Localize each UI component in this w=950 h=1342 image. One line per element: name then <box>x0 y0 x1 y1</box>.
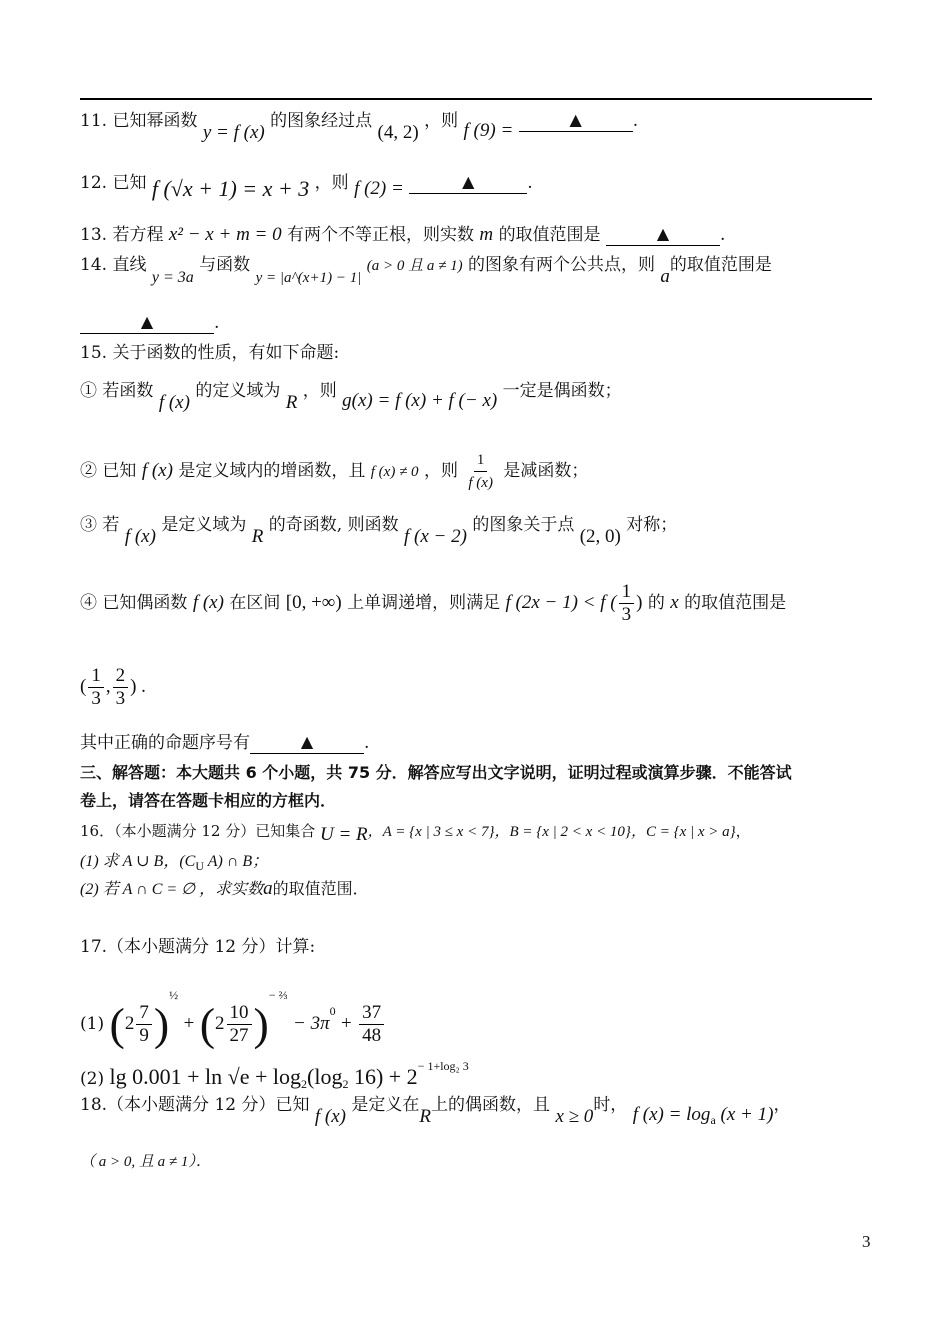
p1-d: R <box>285 392 298 413</box>
q17-part2-tail: 16) + 2 <box>348 1064 418 1089</box>
plus-1: + <box>183 1013 195 1034</box>
q18-f: f (x) <box>314 1106 347 1127</box>
p2-num: 1 <box>474 449 488 472</box>
close-paren-icon: ) <box>253 998 269 1050</box>
answer-blank-11[interactable] <box>519 111 633 132</box>
p2-e: ，则 <box>423 461 458 481</box>
q17-part2-label: (2) <box>80 1069 105 1089</box>
question-17 <box>80 936 315 958</box>
q17-part2-exp: − 1+log₂ 3 <box>417 1059 469 1073</box>
p3-c: 是定义域为 <box>161 515 247 535</box>
range-d1: 3 <box>91 688 101 709</box>
p1-a: ① 若函数 <box>80 381 154 401</box>
open-paren-icon: ( <box>199 998 216 1050</box>
range-comma: , <box>105 676 111 697</box>
p4-e: 上单调递增，则满足 <box>347 593 501 613</box>
question-17-part1 <box>80 966 386 1050</box>
q17-part2-sub2: 2 <box>342 1077 349 1091</box>
q17-part2-mid: (log <box>307 1064 343 1089</box>
p3-b: f (x) <box>124 526 156 547</box>
minus-pi: − 3π <box>293 1013 330 1034</box>
q14-mid: 与函数 <box>199 255 251 275</box>
q11-then: ，则 <box>424 111 459 131</box>
q11-target: f (9) = <box>463 120 514 141</box>
q16-part2: (2) 若 A ∩ C = ∅ ，求实数 <box>80 881 264 898</box>
q18-def: f (x) = log <box>632 1104 711 1125</box>
q17-lead: 17.（本小题满分 12 分）计算: <box>80 937 316 957</box>
p2-d: f (x) ≠ 0 <box>370 464 419 480</box>
q16-part2-tail: 的取值范围． <box>272 879 369 898</box>
question-11 <box>80 110 639 143</box>
question-13 <box>80 224 725 246</box>
q16-part1: (1) 求 A ∪ B，(C <box>80 853 196 870</box>
q11-point: (4, 2) <box>377 122 419 143</box>
answer-blank-13[interactable] <box>606 225 720 246</box>
q18-cond2: （ a > 0, 且 a ≠ 1）． <box>80 1154 211 1170</box>
q18-cond: x ≥ 0 <box>555 1106 594 1127</box>
q16-set-c: ，C = {x | x > a} <box>630 824 736 840</box>
range-n2: 2 <box>113 665 129 688</box>
q14-lead: 14. 直线 <box>80 255 147 275</box>
q18-def-tail: (x + 1) <box>715 1104 774 1125</box>
section-3-line1: 三、解答题：本大题共 6 个小题，共 75 分．解答应写出文字说明，证明过程或演算步骤．不能答试 <box>80 763 792 782</box>
p1-c: 的定义域为 <box>195 381 281 401</box>
q13-tail: 的取值范围是 <box>498 225 601 245</box>
proposition-2 <box>80 448 588 495</box>
header-rule <box>80 98 872 100</box>
open-paren-icon: ( <box>109 998 125 1050</box>
triangle-icon: ▲ <box>569 110 582 129</box>
q14-function: y = |a^(x+1) − 1| <box>255 270 362 286</box>
t2-exp: − ⅔ <box>268 988 288 1002</box>
q18-when: 时， <box>593 1095 628 1115</box>
p2-fraction <box>465 449 496 494</box>
question-15-answer <box>80 732 369 754</box>
question-12 <box>80 170 533 201</box>
proposition-4-range <box>80 664 146 710</box>
t2-den: 27 <box>229 1025 249 1046</box>
q16-set-b: ，B = {x | 2 < x < 10} <box>494 824 631 840</box>
q12-target: f (2) = <box>354 178 404 199</box>
question-17-part2 <box>80 1052 469 1098</box>
question-14-answer <box>80 312 219 334</box>
page-number: 3 <box>862 1232 871 1251</box>
answer-blank-12[interactable] <box>409 173 527 194</box>
p2-c: 是定义域内的增函数，且 <box>178 461 366 481</box>
p4-fraction <box>619 581 635 626</box>
p3-h: (2, 0) <box>579 526 621 547</box>
q15-end: . <box>364 733 370 753</box>
t2-num: 10 <box>227 1002 252 1025</box>
q14-end: . <box>214 313 220 333</box>
q15-final: 其中正确的命题序号有 <box>80 733 250 753</box>
p4-c: 在区间 <box>229 593 281 613</box>
proposition-4 <box>80 580 786 626</box>
proposition-3 <box>80 514 678 547</box>
q13-mid: 有两个不等正根，则实数 <box>287 225 475 245</box>
section-3-line2: 卷上，请答在答题卡相应的方框内． <box>80 791 337 810</box>
p2-den: f (x) <box>468 475 493 491</box>
q14-variable: a <box>660 266 670 287</box>
range-close: ) . <box>130 676 146 697</box>
triangle-icon: ▲ <box>656 224 670 243</box>
triangle-icon: ▲ <box>140 312 154 331</box>
q18-lead: 18.（本小题满分 12 分）已知 <box>80 1095 310 1115</box>
q11-end: . <box>632 111 639 131</box>
question-14 <box>80 254 772 287</box>
t1-fraction <box>136 1002 152 1047</box>
p2-b: f (x) <box>141 460 173 481</box>
close-paren-icon: ) <box>153 998 170 1050</box>
triangle-icon: ▲ <box>462 172 475 191</box>
p4-b: f (x) <box>192 592 224 613</box>
q18-r: R <box>419 1106 432 1127</box>
q11-lead: 11. 已知幂函数 <box>80 111 198 131</box>
t3-fraction <box>359 1002 384 1047</box>
q18-def-sub: a <box>710 1113 716 1127</box>
plus-2: + <box>341 1013 352 1034</box>
answer-blank-15[interactable] <box>250 733 364 754</box>
p4-j: 的取值范围是 <box>684 593 787 613</box>
p4-i: x <box>670 592 679 613</box>
q18-mid: 是定义在 <box>351 1095 420 1115</box>
q16-universe: U = R <box>320 824 368 845</box>
t3-den: 48 <box>362 1025 382 1046</box>
q13-variable: m <box>479 224 494 245</box>
q15-lead: 15. 关于函数的性质，有如下命题: <box>80 343 340 363</box>
p1-g: 一定是偶函数； <box>502 381 622 401</box>
p4-g: ) <box>636 592 643 613</box>
q13-equation: x² − x + m = 0 <box>168 224 282 245</box>
answer-blank-14[interactable] <box>80 313 214 334</box>
q16-part1-sub: U <box>195 859 204 873</box>
q17-part1-label: (1) <box>80 1014 105 1034</box>
p3-i: 对称； <box>626 515 678 535</box>
q16-part1-tail: A) ∩ B； <box>204 853 269 870</box>
question-16-part2 <box>80 878 369 901</box>
t3-num: 37 <box>359 1002 384 1025</box>
t2-whole: 2 <box>215 1013 225 1034</box>
range-frac-1 <box>88 665 104 710</box>
question-15 <box>80 342 339 364</box>
range-frac-2 <box>113 665 129 710</box>
p3-g: 的图象关于点 <box>472 515 575 535</box>
q18-mid2: 上的偶函数，且 <box>431 1095 551 1115</box>
q13-lead: 13. 若方程 <box>80 225 164 245</box>
q12-then: ，则 <box>314 173 349 193</box>
q16-set-a: ，A = {x | 3 ≤ x < 7} <box>367 824 495 840</box>
q11-function: y = f (x) <box>202 122 265 143</box>
q12-equation: f (√x + 1) = x + 3 <box>151 176 310 201</box>
q14-tail: 的图象有两个公共点，则 <box>468 255 655 275</box>
p4-num: 1 <box>619 581 635 604</box>
section-3-heading <box>80 762 792 784</box>
q12-end: . <box>527 173 533 193</box>
q14-line: y = 3a <box>151 269 194 286</box>
t1-num: 7 <box>136 1002 152 1025</box>
q14-condition: (a > 0 且 a ≠ 1) <box>366 258 463 274</box>
range-n1: 1 <box>88 665 104 688</box>
question-16 <box>80 820 751 843</box>
p1-b: f (x) <box>158 392 190 413</box>
q16-end: ， <box>735 822 751 840</box>
q14-tail2: 的取值范围是 <box>669 255 772 275</box>
p2-g: 是减函数； <box>503 461 589 481</box>
t2-fraction <box>227 1002 252 1047</box>
p3-f: f (x − 2) <box>403 526 467 547</box>
p3-a: ③ 若 <box>80 515 120 535</box>
triangle-icon: ▲ <box>300 732 314 751</box>
range-open: ( <box>80 676 87 697</box>
q16-lead: 16．（本小题满分 12 分）已知集合 <box>80 822 316 840</box>
q17-part2-expr: lg 0.001 + ln √e + log <box>109 1064 301 1089</box>
q18-end: ， <box>773 1095 791 1115</box>
pi-exp: 0 <box>329 1004 336 1018</box>
p1-e: ，则 <box>302 381 337 401</box>
q12-lead: 12. 已知 <box>80 173 147 193</box>
p3-d: R <box>251 526 264 547</box>
section-3-heading-cont <box>80 790 336 812</box>
q13-end: . <box>719 225 726 245</box>
p3-e: 的奇函数, 则函数 <box>268 515 399 535</box>
p4-h: 的 <box>647 593 665 613</box>
range-d2: 3 <box>115 688 126 709</box>
question-18-condition <box>80 1150 211 1173</box>
p2-a: ② 已知 <box>80 461 137 481</box>
p4-den: 3 <box>621 604 632 625</box>
question-18 <box>80 1094 791 1127</box>
t1-exp: ½ <box>169 988 179 1002</box>
q11-mid: 的图象经过点 <box>270 111 373 131</box>
proposition-1 <box>80 380 622 413</box>
p1-f: g(x) = f (x) + f (− x) <box>342 390 498 411</box>
t1-den: 9 <box>139 1025 149 1046</box>
t1-whole: 2 <box>124 1013 135 1034</box>
question-16-part1 <box>80 850 268 877</box>
q17-part2-sub1: 2 <box>301 1077 307 1091</box>
p4-f: f (2x − 1) < f ( <box>505 592 617 613</box>
q16-variable: a <box>263 878 273 899</box>
p4-a: ④ 已知偶函数 <box>80 593 188 613</box>
p4-d: [0, +∞) <box>285 592 342 613</box>
